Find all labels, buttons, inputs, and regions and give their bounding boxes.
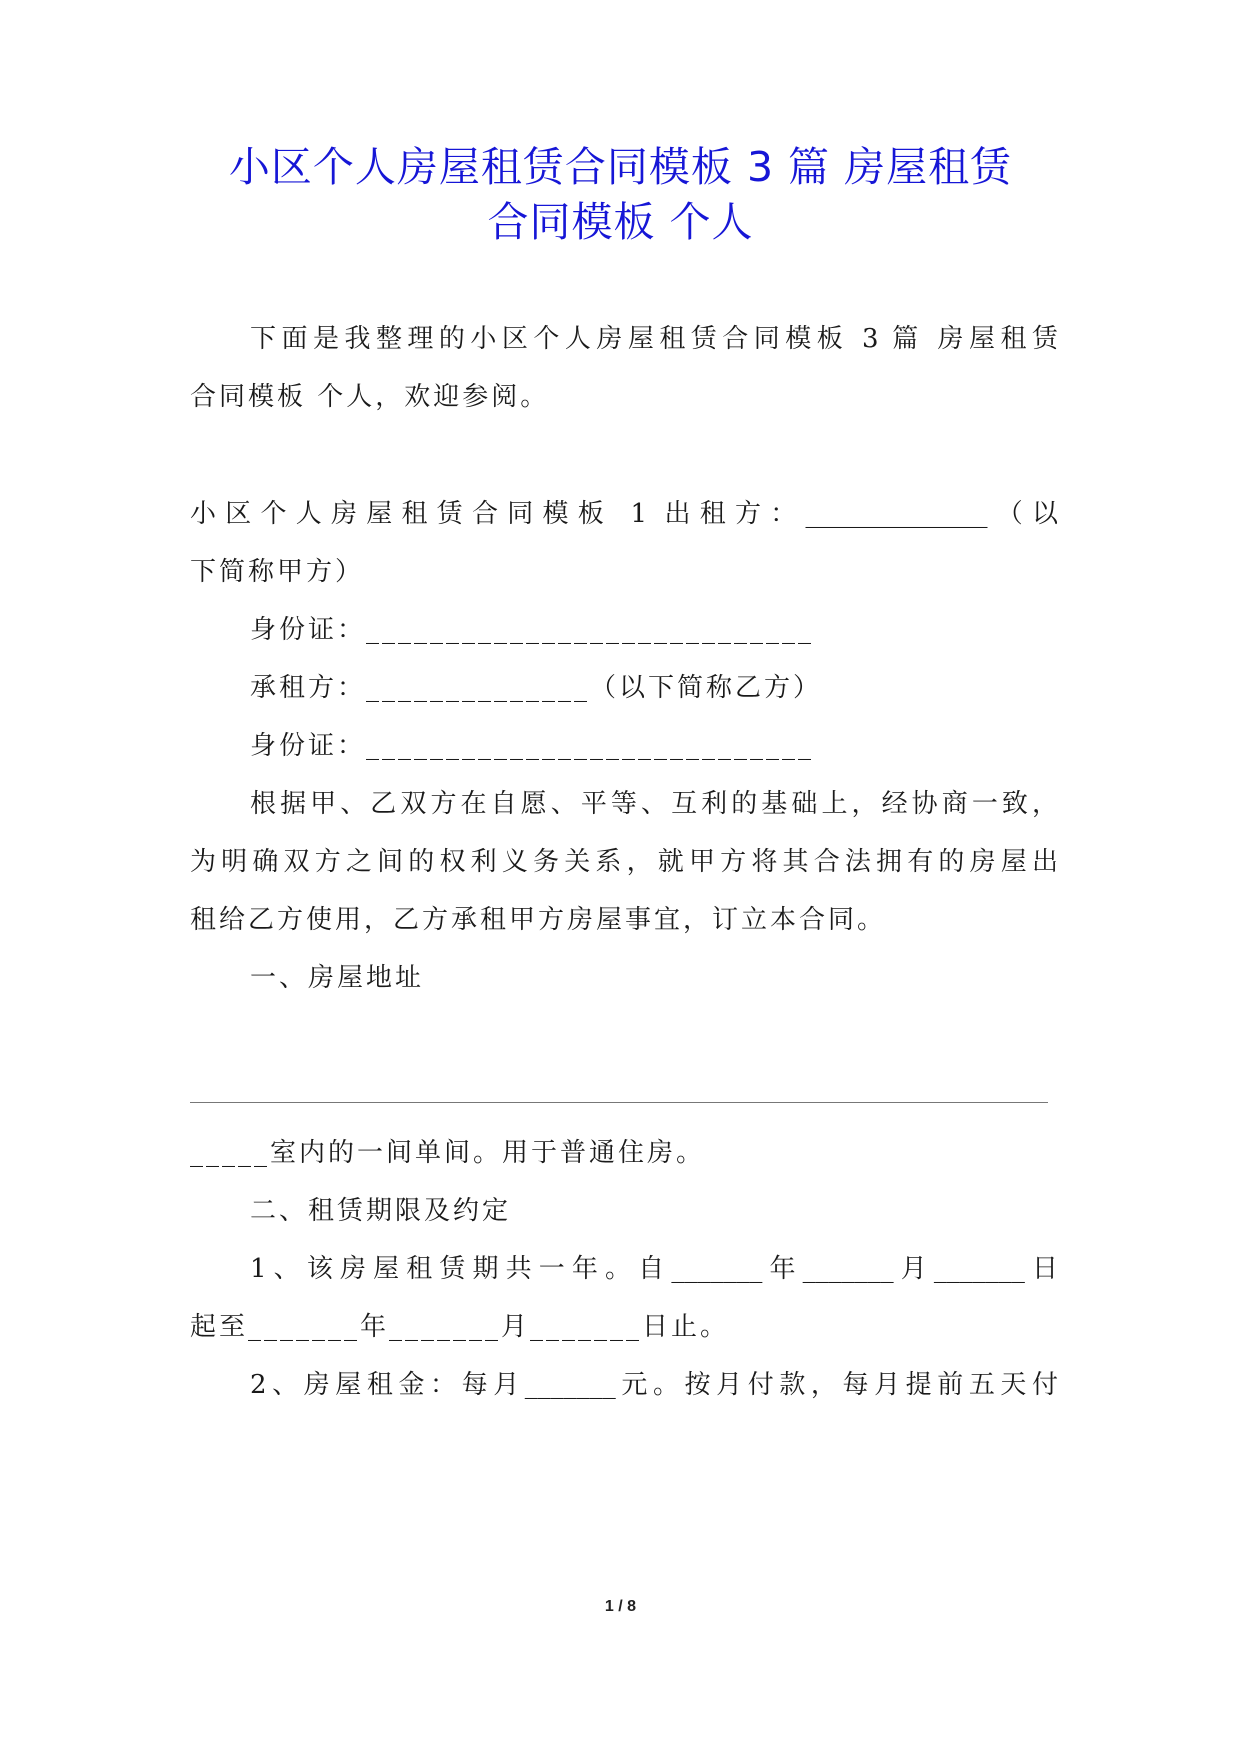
- basis-paragraph-line-2: 为明确双方之间的权利义务关系，就甲方将其合法拥有的房屋出: [190, 847, 1058, 877]
- basis-paragraph-line-3: 租给乙方使用，乙方承租甲方房屋事宜，订立本合同。: [190, 905, 887, 935]
- room-description-line: _____室内的一间单间。用于普通住房。: [190, 1138, 706, 1168]
- lessee-id-line: 身份证：____________________________: [250, 731, 815, 761]
- document-title-line-1: 小区个人房屋租赁合同模板 3 篇 房屋租赁: [228, 143, 1013, 191]
- address-fill-in-line: [190, 1102, 1048, 1103]
- page-number: 1 / 8: [604, 1598, 637, 1615]
- contract-heading-line-2: 下简称甲方）: [190, 557, 365, 587]
- lessor-id-line: 身份证：____________________________: [250, 615, 815, 645]
- lessee-line: 承租方：______________（以下简称乙方）: [250, 673, 823, 703]
- basis-paragraph-line-1: 根据甲、乙双方在自愿、平等、互利的基础上，经协商一致，: [250, 789, 1058, 819]
- intro-paragraph-line-2: 合同模板 个人，欢迎参阅。: [190, 382, 550, 412]
- document-title-line-2: 合同模板 个人: [487, 198, 754, 246]
- contract-heading-line-1: 小区个人房屋租赁合同模板 1 出租方：______________（以: [190, 499, 1058, 529]
- rent-clause-line-1: 2、房屋租金：每月_______元。按月付款，每月提前五天付: [250, 1370, 1058, 1400]
- section-heading-address: 一、房屋地址: [250, 963, 425, 993]
- term-clause-line-1: 1、该房屋租赁期共一年。自_______年_______月_______日: [250, 1254, 1058, 1284]
- section-heading-term: 二、租赁期限及约定: [250, 1196, 512, 1226]
- intro-paragraph-line-1: 下面是我整理的小区个人房屋租赁合同模板 3 篇 房屋租赁: [250, 324, 1058, 354]
- term-clause-line-2: 起至_______年_______月_______日止。: [190, 1312, 730, 1342]
